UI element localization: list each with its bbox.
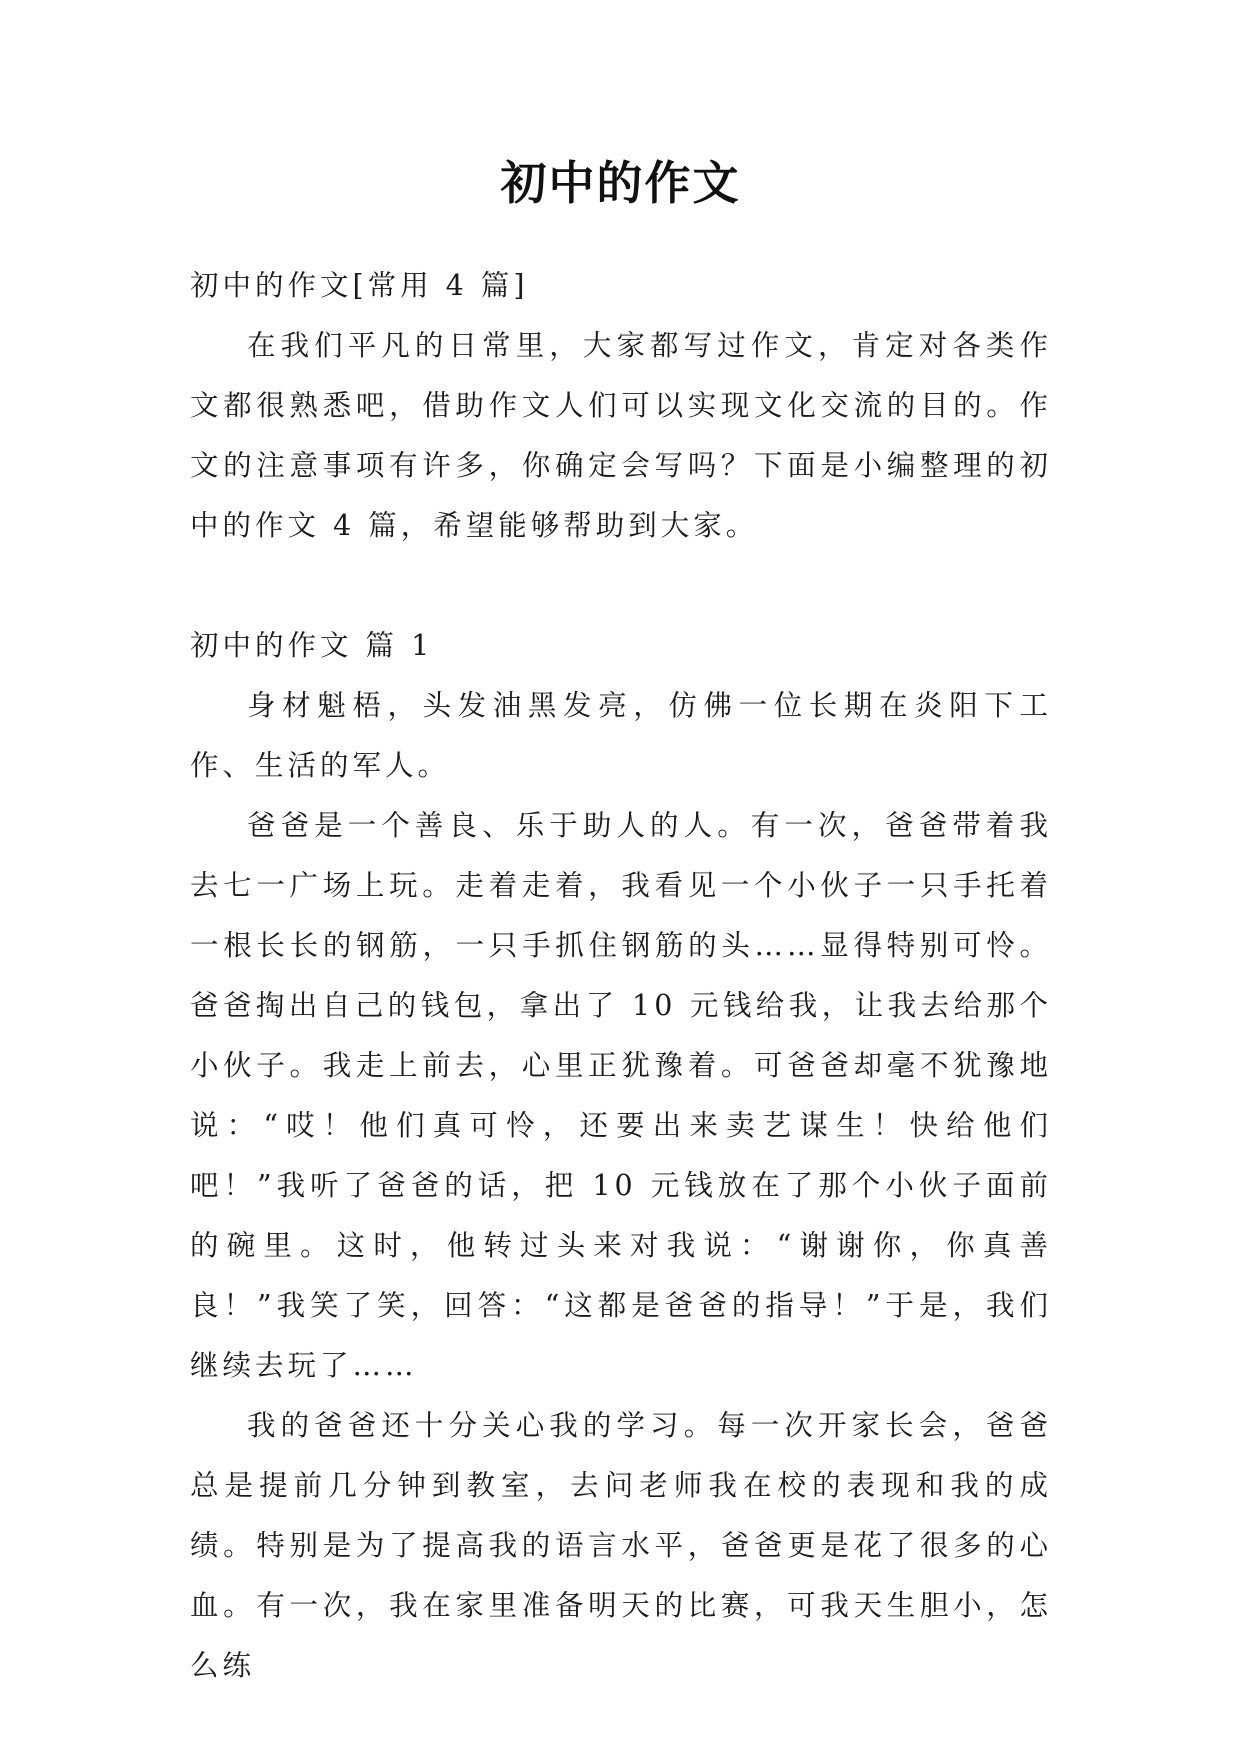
section-spacer (190, 556, 1052, 616)
document-title: 初中的作文 (500, 156, 741, 210)
section-heading: 初中的作文 篇 1 (190, 629, 434, 662)
document-body (190, 256, 1052, 1696)
intro-paragraph: 在我们平凡的日常里，大家都写过作文，肯定对各类作文都很熟悉吧，借助作文人们可以实现文化交流的目的。作文的注意事项有许多，你确定会写吗？下面是小编整理的初中的作文 4 篇，希望能够帮助到大家。 (190, 329, 1052, 542)
section-paragraph: 身材魁梧，头发油黑发亮，仿佛一位长期在炎阳下工作、生活的军人。 (190, 689, 1052, 782)
section-paragraph: 爸爸是一个善良、乐于助人的人。有一次，爸爸带着我去七一广场上玩。走着走着，我看见一个小伙子一只手托着一根长长的钢筋，一只手抓住钢筋的头……显得特别可怜。爸爸掏出自己的钱包，拿出了 10 元钱给我，让我去给那个小伙子。我走上前去，心里正犹豫着。可爸爸却毫不犹豫地说：“哎！他们真可怜，还要出来卖艺谋生！快给他们吧！”我听了爸爸的话，把 10 元钱放在了那个小伙子面前的碗里。这时，他转过头来对我说：“谢谢你，你真善良！”我笑了笑，回答：“这都是爸爸的指导！”于是，我们继续去玩了…… (190, 809, 1052, 1382)
document-subtitle: 初中的作文[常用 4 篇] (190, 269, 529, 302)
section-paragraph: 我的爸爸还十分关心我的学习。每一次开家长会，爸爸总是提前几分钟到教室，去问老师我在校的表现和我的成绩。特别是为了提高我的语言水平，爸爸更是花了很多的心血。有一次，我在家里准备明天的比赛，可我天生胆小，怎么练 (190, 1409, 1052, 1682)
